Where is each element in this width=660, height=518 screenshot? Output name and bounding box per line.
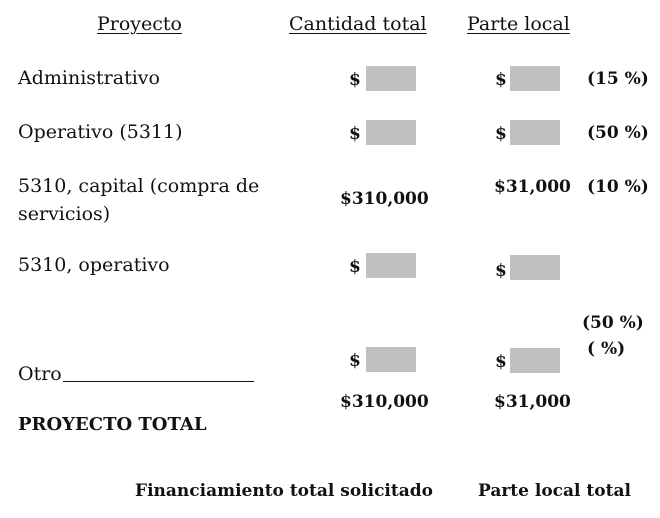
header-local-share: Parte local xyxy=(467,13,570,35)
total-dollar-sign: $ xyxy=(349,124,361,144)
row-label-otro: Otro xyxy=(18,363,62,385)
local-total-label: Parte local total xyxy=(478,481,631,501)
local-amount-input[interactable] xyxy=(510,255,560,280)
local-dollar-sign: $ xyxy=(495,352,507,372)
project-total-amount: $310,000 xyxy=(340,392,429,412)
otro-blank-line[interactable] xyxy=(63,381,254,382)
total-amount-value: $310,000 xyxy=(340,189,429,209)
total-dollar-sign: $ xyxy=(349,257,361,277)
total-amount-input[interactable] xyxy=(366,347,416,372)
local-dollar-sign: $ xyxy=(495,261,507,281)
local-amount-input[interactable] xyxy=(510,120,560,145)
percentage-label: (50 %) xyxy=(582,313,644,333)
percentage-label: (15 %) xyxy=(587,69,649,89)
row-label-administrativo: Administrativo xyxy=(18,67,160,89)
total-amount-input[interactable] xyxy=(366,66,416,91)
row-label-5310-operativo: 5310, operativo xyxy=(18,254,170,276)
total-dollar-sign: $ xyxy=(349,351,361,371)
local-amount-input[interactable] xyxy=(510,66,560,91)
total-dollar-sign: $ xyxy=(349,70,361,90)
header-project: Proyecto xyxy=(97,13,182,35)
row-label-5310-capital-line1: 5310, capital (compra de xyxy=(18,175,260,197)
percentage-blank-label: ( %) xyxy=(587,339,626,359)
local-amount-input[interactable] xyxy=(510,348,560,373)
local-amount-value: $31,000 xyxy=(494,177,571,197)
header-total-amount: Cantidad total xyxy=(289,13,427,35)
total-requested-label: Financiamiento total solicitado xyxy=(135,481,433,501)
local-dollar-sign: $ xyxy=(495,124,507,144)
percentage-label: (10 %) xyxy=(587,177,649,197)
local-dollar-sign: $ xyxy=(495,70,507,90)
percentage-label: (50 %) xyxy=(587,123,649,143)
project-local-amount: $31,000 xyxy=(494,392,571,412)
row-label-5310-capital-line2: servicios) xyxy=(18,203,111,225)
project-total-label: PROYECTO TOTAL xyxy=(18,414,207,435)
row-label-operativo-5311: Operativo (5311) xyxy=(18,121,183,143)
total-amount-input[interactable] xyxy=(366,120,416,145)
total-amount-input[interactable] xyxy=(366,253,416,278)
